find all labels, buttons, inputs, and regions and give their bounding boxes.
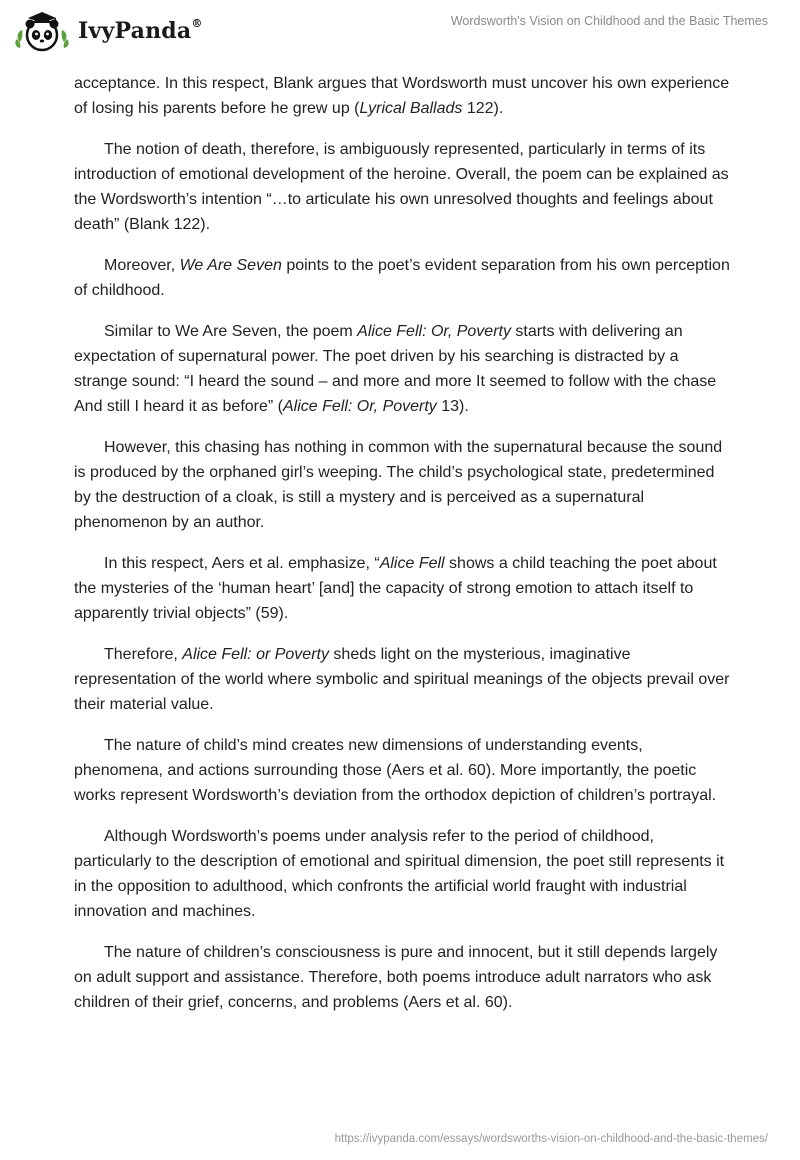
paragraph: [74, 940, 734, 1015]
page-header: [0, 0, 800, 66]
document-title: Wordsworth's Vision on Childhood and the Basic Themes: [450, 14, 768, 28]
paragraph: [74, 319, 734, 419]
italic-title: Alice Fell: [379, 555, 445, 572]
paragraph: [74, 551, 734, 626]
text-run: acceptance. In this respect, Blank argues that Wordsworth must uncover his own experience of losing his parents before he grew up (: [74, 75, 730, 117]
text-run: starts with delivering an expectation of supernatural power. The poet driven by his searching is distracted by a strange sound: “I heard the sound – and more and more It seemed to follow with the chase And still I heard it as before” (: [74, 323, 717, 415]
paragraph: [74, 253, 734, 303]
italic-title: We Are Seven: [179, 257, 282, 274]
ivypanda-logo[interactable]: [14, 8, 203, 54]
italic-title: Alice Fell: Or, Poverty: [282, 398, 437, 415]
text-run: In this respect, Aers et al. emphasize, “: [104, 555, 380, 572]
paragraph: [74, 435, 734, 535]
text-run: The notion of death, therefore, is ambiguously represented, particularly in terms of its introduction of emotional development of the heroine. Overall, the poem can be explained as the Wordsworth’s intention “…to articulate his own unresolved thoughts and feelings about death” (Blank 122).: [74, 141, 729, 233]
text-run: Therefore,: [104, 646, 183, 663]
italic-title: Lyrical Ballads: [359, 100, 463, 117]
source-url: https://ivypanda.com/essays/wordsworths-vision-on-childhood-and-the-basic-themes/: [334, 1133, 768, 1145]
text-run: Similar to We Are Seven, the poem: [104, 323, 358, 340]
italic-title: Alice Fell: Or, Poverty: [357, 323, 511, 340]
panda-graduate-icon: [14, 8, 72, 54]
italic-title: Alice Fell: or Poverty: [182, 646, 329, 663]
text-run: However, this chasing has nothing in common with the supernatural because the sound is produced by the orphaned girl’s weeping. The child’s psychological state, predetermined by the destruction of a cloak, is still a mystery and is perceived as a supernatural phenomenon by an author.: [74, 439, 723, 531]
text-run: shows a child teaching the poet about the mysteries of the ‘human heart’ [and] the capacity of strong emotion to attach itself to apparently trivial objects” (59).: [74, 555, 717, 622]
paragraph: [74, 642, 734, 717]
text-run: 13).: [436, 398, 469, 415]
essay-body: [74, 71, 734, 1031]
brand-name: IvyPanda®: [78, 16, 203, 44]
paragraph: [74, 71, 734, 121]
text-run: sheds light on the mysterious, imaginative representation of the world where symbolic and spiritual meanings of the objects prevail over their material value.: [74, 646, 730, 713]
text-run: 122).: [462, 100, 504, 117]
text-run: points to the poet’s evident separation from his own perception of childhood.: [74, 257, 730, 299]
text-run: The nature of child’s mind creates new dimensions of understanding events, phenomena, and actions surrounding those (Aers et al. 60). More importantly, the poetic works represent Wordsworth’s deviation from the orthodox depiction of children’s portrayal.: [74, 737, 717, 804]
paragraph: [74, 137, 734, 237]
paragraph: [74, 733, 734, 808]
text-run: The nature of children’s consciousness is pure and innocent, but it still depends largely on adult support and assistance. Therefore, both poems introduce adult narrators who ask children of their grief, concerns, and problems (Aers et al. 60).: [74, 944, 718, 1011]
paragraph: [74, 824, 734, 924]
text-run: Moreover,: [104, 257, 180, 274]
text-run: Although Wordsworth’s poems under analysis refer to the period of childhood, particularly to the description of emotional and spiritual dimension, the poet still represents it in the opposition to adulthood, which confronts the artificial world fraught with industrial innovation and machines.: [74, 828, 725, 920]
